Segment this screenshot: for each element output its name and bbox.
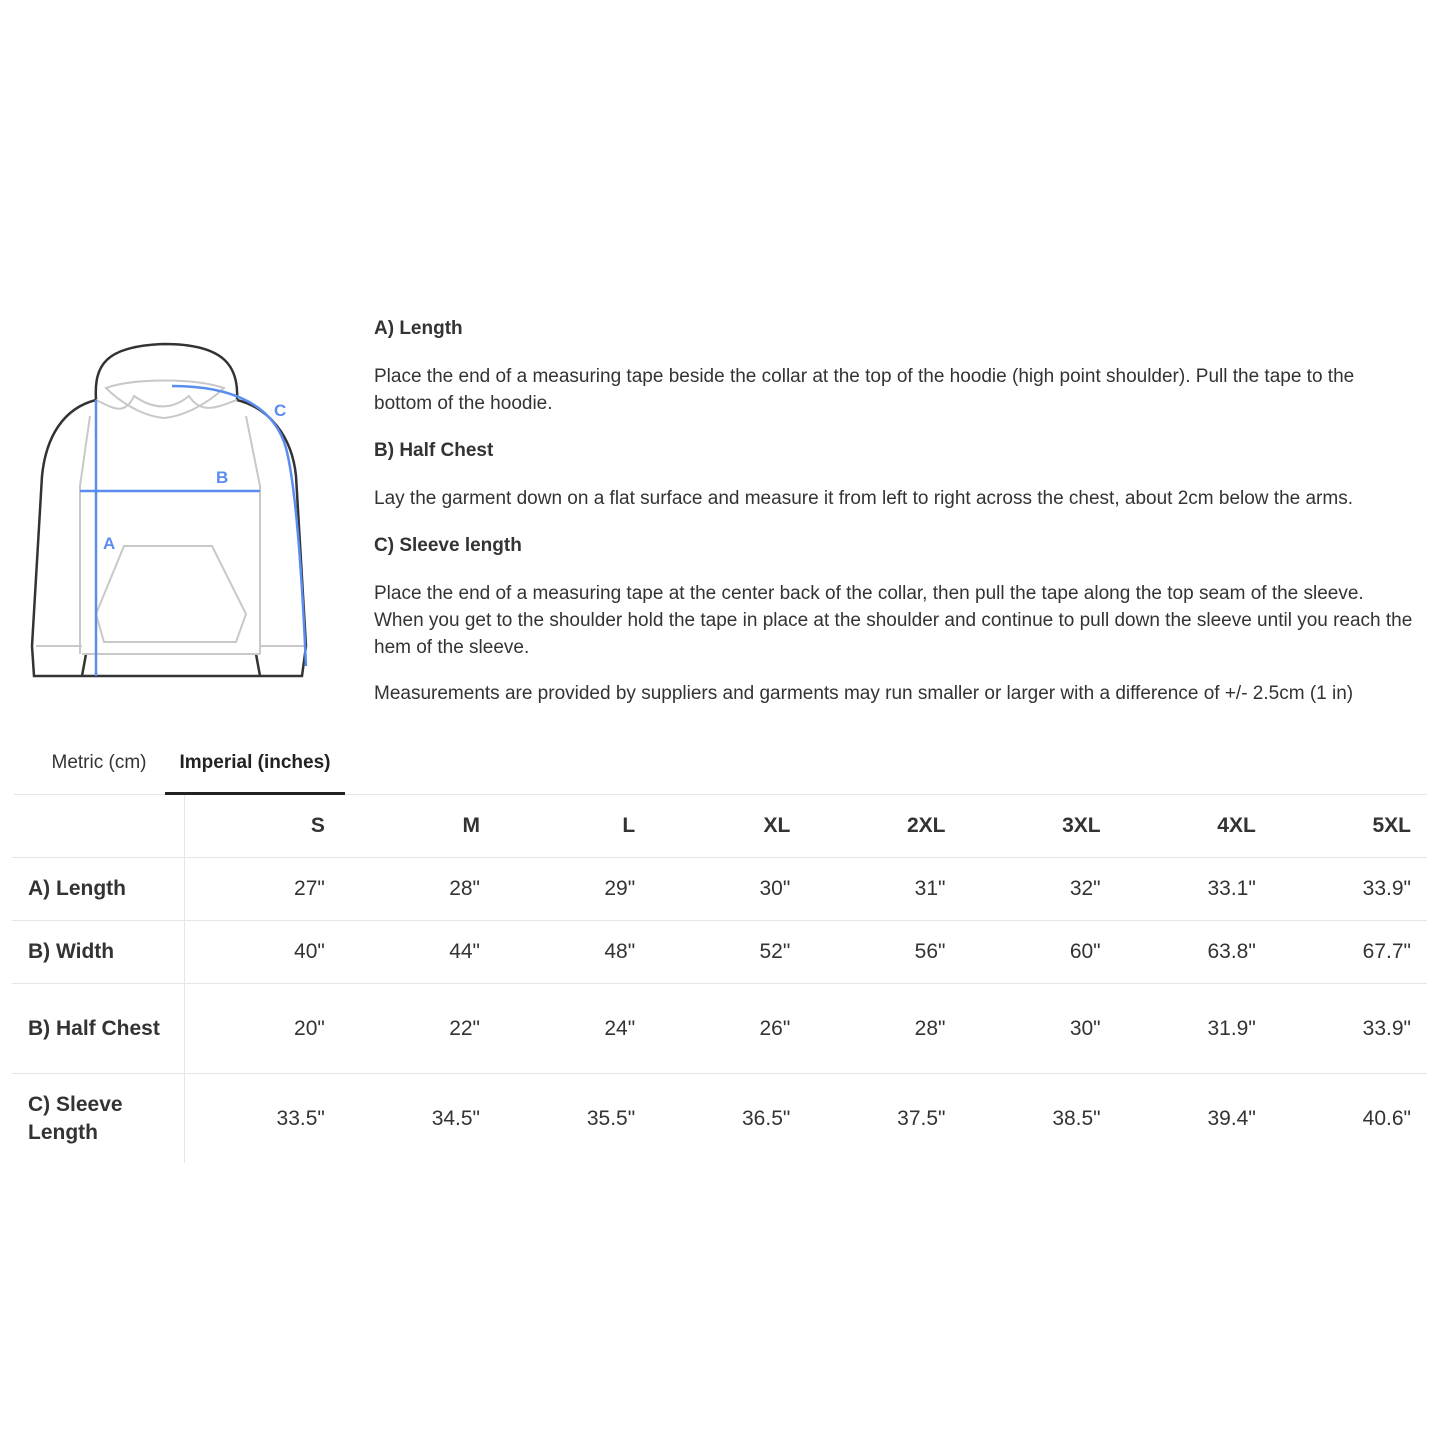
- table-cell: 30": [651, 858, 806, 921]
- table-cell: 33.5": [276, 1106, 325, 1130]
- table-cell: 52": [651, 921, 806, 984]
- guide-half-chest-title: B) Half Chest: [374, 440, 494, 461]
- table-cell: 32": [961, 858, 1116, 921]
- table-cell: 30": [961, 984, 1116, 1074]
- row-label: B) Half Chest: [12, 984, 185, 1074]
- hoodie-outline: [32, 344, 306, 676]
- table-cell: 35.5": [586, 1106, 636, 1130]
- label-b: B: [216, 468, 229, 487]
- table-cell: 33.9": [1272, 984, 1427, 1074]
- table-cell: 28": [341, 858, 496, 921]
- table-cell: 48": [496, 921, 651, 984]
- unit-tabs: [14, 740, 1427, 795]
- size-header: 3XL: [961, 795, 1116, 858]
- table-cell: 29": [496, 858, 651, 921]
- table-cell: 67.7": [1272, 921, 1427, 984]
- table-cell: 56": [806, 921, 961, 984]
- guide-sleeve-title: C) Sleeve length: [374, 535, 522, 556]
- table-cell: 39.4": [1207, 1106, 1256, 1130]
- table-corner: [12, 795, 185, 858]
- size-header: 4XL: [1117, 795, 1272, 858]
- table-cell: 33.1": [1117, 858, 1272, 921]
- tab-metric[interactable]: Metric (cm): [51, 752, 147, 773]
- table-row: [12, 921, 1427, 984]
- hem-band: [36, 646, 304, 654]
- table-cell: 22": [341, 984, 496, 1074]
- size-header: 2XL: [806, 795, 961, 858]
- guide-note: Measurements are provided by suppliers and garments may run smaller or larger with a difference of +/- 2.5cm (1 in): [374, 683, 1354, 704]
- size-header: S: [185, 795, 341, 858]
- size-header: XL: [651, 795, 806, 858]
- size-header-row: [12, 795, 1427, 858]
- hoodie-measurement-diagram: [24, 336, 324, 686]
- table-cell: 33.9": [1272, 858, 1427, 921]
- table-cell: 38.5": [1052, 1106, 1101, 1130]
- body-seam-right: [246, 416, 260, 654]
- table-cell: 31": [806, 858, 961, 921]
- table-row: [12, 1074, 1427, 1164]
- label-a: A: [103, 534, 116, 553]
- guide-length-text: Place the end of a measuring tape beside the collar at the top of the hoodie (high point shoulder). Pull the tape to the bottom of the hoodie.: [374, 366, 1355, 414]
- table-cell: 40.6": [1362, 1106, 1411, 1130]
- guide-sleeve-text: Place the end of a measuring tape at the center back of the collar, then pull the tape along the top seam of the sleeve. When you get to the shoulder hold the tape in place at the shoulder and continue to pull down the sleeve until you reach the hem of the sleeve.: [374, 583, 1413, 658]
- size-header: L: [496, 795, 651, 858]
- table-cell: 63.8": [1117, 921, 1272, 984]
- table-row: [12, 858, 1427, 921]
- size-header: M: [341, 795, 496, 858]
- table-row: [12, 984, 1427, 1074]
- hood-opening: [106, 381, 224, 419]
- table-cell: 20": [185, 984, 341, 1074]
- table-cell: 40": [185, 921, 341, 984]
- table-cell: 27": [185, 858, 341, 921]
- guide-length-title: A) Length: [374, 318, 463, 339]
- size-chart-table: [12, 795, 1427, 1163]
- row-label: B) Width: [12, 921, 185, 984]
- measure-line-c: [172, 386, 306, 666]
- size-header: 5XL: [1272, 795, 1427, 858]
- kangaroo-pocket: [96, 546, 246, 642]
- table-cell: 37.5": [897, 1106, 946, 1130]
- table-cell: 26": [651, 984, 806, 1074]
- row-label: A) Length: [12, 858, 185, 921]
- body-seam-left: [80, 416, 90, 654]
- table-cell: 28": [806, 984, 961, 1074]
- table-cell: 44": [341, 921, 496, 984]
- measurement-guide: [374, 314, 1414, 726]
- label-c: C: [274, 401, 287, 420]
- table-cell: 24": [496, 984, 651, 1074]
- table-cell: 31.9": [1117, 984, 1272, 1074]
- hoodie-illustration: [24, 336, 324, 686]
- table-cell: 36.5": [742, 1106, 791, 1130]
- guide-half-chest-text: Lay the garment down on a flat surface and measure it from left to right across the chest, about 2cm below the arms.: [374, 488, 1353, 509]
- table-cell: 60": [961, 921, 1116, 984]
- tab-imperial[interactable]: Imperial (inches): [165, 740, 345, 795]
- row-label: C) Sleeve Length: [12, 1074, 185, 1164]
- table-cell: 34.5": [431, 1106, 481, 1130]
